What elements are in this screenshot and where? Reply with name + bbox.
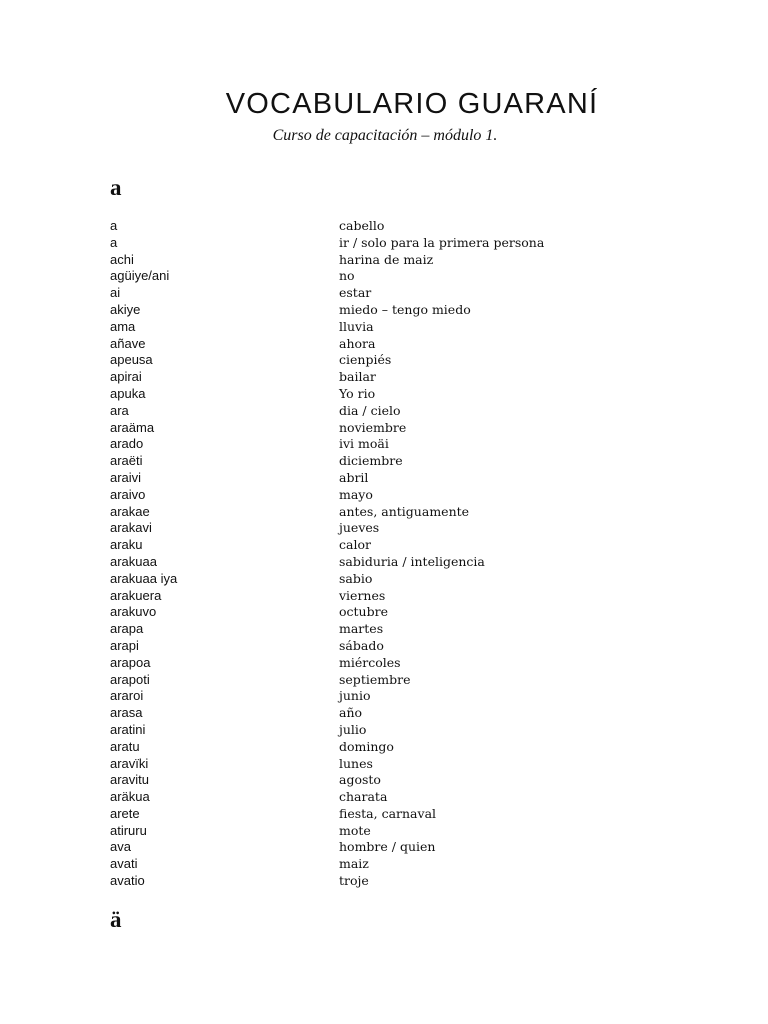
vocabulary-entry bbox=[110, 520, 630, 537]
vocabulary-entry bbox=[110, 823, 630, 840]
guarani-word: agüiye/ani bbox=[110, 268, 170, 284]
spanish-translation: mayo bbox=[339, 486, 373, 502]
guarani-word: araroi bbox=[110, 688, 144, 704]
vocabulary-entry bbox=[110, 453, 630, 470]
guarani-word: arakae bbox=[110, 503, 150, 519]
guarani-word: aratu bbox=[110, 738, 140, 754]
guarani-word: ai bbox=[110, 285, 121, 301]
vocabulary-entry bbox=[110, 369, 630, 386]
guarani-word: araäma bbox=[110, 419, 155, 435]
vocabulary-entry bbox=[110, 722, 630, 739]
document-subtitle: Curso de capacitación – módulo 1. bbox=[272, 127, 498, 144]
vocabulary-entry bbox=[110, 302, 630, 319]
guarani-word: araivi bbox=[110, 469, 142, 485]
document-title: VOCABULARIO GUARANÍ bbox=[225, 88, 599, 120]
guarani-word: araku bbox=[110, 537, 143, 553]
guarani-word: ama bbox=[110, 318, 136, 334]
guarani-word: a bbox=[110, 218, 118, 233]
vocabulary-entry bbox=[110, 655, 630, 672]
vocabulary-entry bbox=[110, 839, 630, 856]
vocabulary-entry bbox=[110, 537, 630, 554]
spanish-translation: septiembre bbox=[339, 671, 411, 687]
vocabulary-entry bbox=[110, 571, 630, 588]
spanish-translation: sabio bbox=[339, 570, 373, 586]
spanish-translation: martes bbox=[339, 621, 384, 637]
vocabulary-entry bbox=[110, 873, 630, 890]
spanish-translation: domingo bbox=[339, 738, 394, 754]
vocabulary-entry bbox=[110, 252, 630, 269]
spanish-translation: miércoles bbox=[339, 654, 401, 670]
spanish-translation: bailar bbox=[339, 369, 376, 385]
spanish-translation: sabiduria / inteligencia bbox=[339, 553, 485, 569]
guarani-word: arapa bbox=[110, 621, 144, 637]
spanish-translation: antes, antiguamente bbox=[339, 503, 470, 519]
guarani-word: araëti bbox=[110, 453, 143, 469]
spanish-translation: calor bbox=[339, 537, 371, 553]
spanish-translation: abril bbox=[339, 469, 369, 485]
guarani-word: arado bbox=[110, 436, 144, 452]
guarani-word: aravïki bbox=[110, 755, 149, 771]
spanish-translation: viernes bbox=[339, 587, 386, 603]
guarani-word: arapoa bbox=[110, 654, 151, 670]
vocabulary-entry bbox=[110, 386, 630, 403]
spanish-translation: charata bbox=[339, 789, 388, 805]
guarani-word: aräkua bbox=[110, 789, 150, 805]
spanish-translation: sábado bbox=[339, 637, 384, 653]
vocabulary-entry bbox=[110, 352, 630, 369]
spanish-translation: jueves bbox=[339, 520, 380, 536]
guarani-word: arakuaa bbox=[110, 553, 157, 569]
spanish-translation: lunes bbox=[339, 755, 373, 771]
guarani-word: arete bbox=[110, 805, 140, 821]
vocabulary-list bbox=[110, 218, 630, 890]
vocabulary-entry bbox=[110, 285, 630, 302]
spanish-translation: Yo rio bbox=[339, 385, 376, 401]
vocabulary-entry bbox=[110, 235, 630, 252]
vocabulary-entry bbox=[110, 218, 630, 235]
guarani-word: apuka bbox=[110, 385, 146, 401]
vocabulary-entry bbox=[110, 756, 630, 773]
guarani-word: añave bbox=[110, 335, 146, 351]
spanish-translation: estar bbox=[339, 285, 372, 301]
spanish-translation: cienpiés bbox=[339, 352, 392, 368]
vocabulary-entry bbox=[110, 856, 630, 873]
vocabulary-entry bbox=[110, 621, 630, 638]
guarani-word: aravitu bbox=[110, 772, 150, 788]
vocabulary-entry bbox=[110, 268, 630, 285]
guarani-word: avatio bbox=[110, 873, 145, 889]
guarani-word: aratini bbox=[110, 721, 146, 737]
vocabulary-entry bbox=[110, 588, 630, 605]
guarani-word: arakuera bbox=[110, 587, 162, 603]
spanish-translation: dia / cielo bbox=[339, 402, 401, 418]
guarani-word: arakuvo bbox=[110, 604, 157, 620]
spanish-translation: lluvia bbox=[339, 318, 374, 334]
guarani-word: akiye bbox=[110, 301, 141, 317]
spanish-translation: noviembre bbox=[339, 419, 407, 435]
vocabulary-entry bbox=[110, 705, 630, 722]
vocabulary-entry bbox=[110, 638, 630, 655]
guarani-word: apeusa bbox=[110, 352, 153, 368]
vocabulary-entry bbox=[110, 336, 630, 353]
vocabulary-entry bbox=[110, 772, 630, 789]
guarani-word: atiruru bbox=[110, 822, 147, 838]
guarani-word: arapi bbox=[110, 637, 139, 653]
vocabulary-entry bbox=[110, 604, 630, 621]
guarani-word: arapoti bbox=[110, 671, 150, 687]
guarani-word: achi bbox=[110, 251, 134, 267]
vocabulary-entry bbox=[110, 688, 630, 705]
guarani-word: ava bbox=[110, 839, 131, 855]
spanish-translation: julio bbox=[339, 721, 367, 737]
spanish-translation: hombre / quien bbox=[339, 839, 436, 855]
guarani-word: arasa bbox=[110, 705, 143, 721]
section-letter-heading: a bbox=[110, 175, 122, 200]
vocabulary-entry bbox=[110, 319, 630, 336]
vocabulary-entry bbox=[110, 487, 630, 504]
vocabulary-entry bbox=[110, 436, 630, 453]
spanish-translation: junio bbox=[339, 688, 371, 704]
vocabulary-entry bbox=[110, 554, 630, 571]
guarani-word: ara bbox=[110, 402, 129, 418]
spanish-translation: miedo – tengo miedo bbox=[339, 301, 471, 317]
spanish-translation: maiz bbox=[339, 856, 369, 872]
spanish-translation: año bbox=[339, 705, 363, 721]
spanish-translation: cabello bbox=[339, 218, 385, 233]
spanish-translation: no bbox=[339, 268, 355, 284]
guarani-word: apirai bbox=[110, 369, 142, 385]
spanish-translation: mote bbox=[339, 822, 371, 838]
guarani-word: avati bbox=[110, 856, 138, 872]
vocabulary-entry bbox=[110, 789, 630, 806]
vocabulary-entry bbox=[110, 420, 630, 437]
vocabulary-entry bbox=[110, 739, 630, 756]
spanish-translation: ahora bbox=[339, 335, 376, 351]
guarani-word: arakuaa iya bbox=[110, 570, 178, 586]
vocabulary-entry bbox=[110, 504, 630, 521]
guarani-word: araivo bbox=[110, 486, 146, 502]
spanish-translation: harina de maiz bbox=[339, 251, 434, 267]
spanish-translation: ivi moäi bbox=[339, 436, 389, 452]
spanish-translation: octubre bbox=[339, 604, 388, 620]
section-letter-heading: ä bbox=[110, 907, 122, 932]
spanish-translation: agosto bbox=[339, 772, 381, 788]
vocabulary-entry bbox=[110, 806, 630, 823]
spanish-translation: fiesta, carnaval bbox=[339, 805, 437, 821]
spanish-translation: diciembre bbox=[339, 453, 403, 469]
spanish-translation: ir / solo para la primera persona bbox=[339, 234, 545, 250]
guarani-word: a bbox=[110, 234, 118, 250]
spanish-translation: troje bbox=[339, 873, 369, 889]
vocabulary-entry bbox=[110, 672, 630, 689]
vocabulary-entry bbox=[110, 403, 630, 420]
vocabulary-entry bbox=[110, 470, 630, 487]
guarani-word: arakavi bbox=[110, 520, 152, 536]
